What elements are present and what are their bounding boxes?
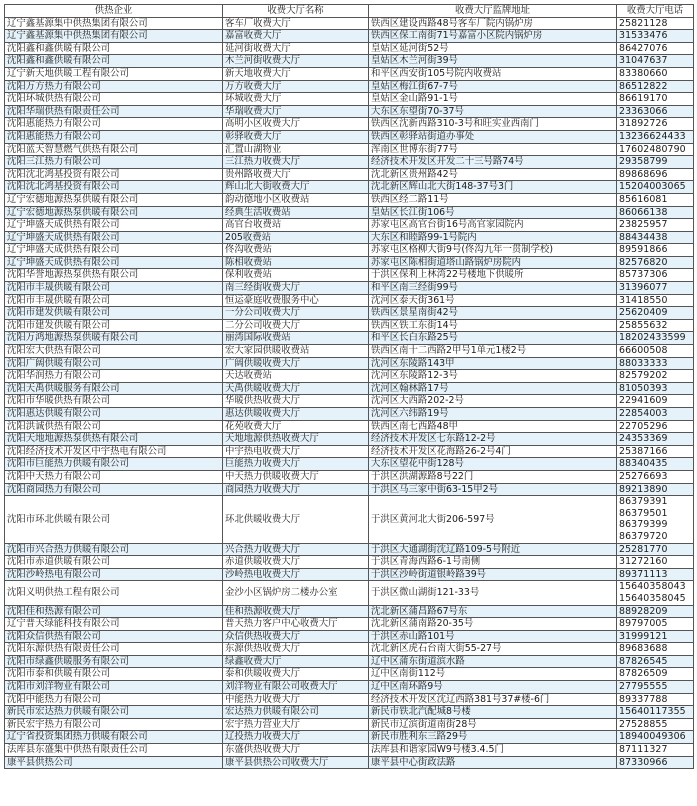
cell-company: 辽宁坤盛天成供热有限公司 <box>5 256 223 269</box>
cell-company: 沈阳沈北鸿基投资有限公司 <box>5 181 223 194</box>
cell-company: 辽宁普天绿能科技有限公司 <box>5 618 223 631</box>
cell-hall-name: 客车厂收费大厅 <box>223 17 369 30</box>
table-row <box>5 706 694 719</box>
cell-company: 辽宁鑫基源集中供热集团有限公司 <box>5 30 223 43</box>
cell-address: 于洪区大通湖街沈辽路109-5号附近 <box>369 543 617 556</box>
cell-company: 沈阳市丰晟供暖有限公司 <box>5 294 223 307</box>
cell-phone: 18202433599 <box>617 332 694 345</box>
cell-company: 沈阳市环北供暖有限公司 <box>5 496 223 543</box>
cell-phone: 31533476 <box>617 30 694 43</box>
cell-company: 沈阳天禹供暖服务有限公司 <box>5 382 223 395</box>
cell-phone: 29358799 <box>617 156 694 169</box>
cell-company: 辽宁宏德地源热泵供暖有限公司 <box>5 206 223 219</box>
cell-hall-name: 木兰河街收费大厅 <box>223 55 369 68</box>
cell-company: 辽宁鑫基源集中供热集团有限公司 <box>5 17 223 30</box>
table-row <box>5 282 694 295</box>
cell-company: 沈阳市泰和供暖有限公司 <box>5 668 223 681</box>
cell-address: 辽中区蒲东街道滨水路 <box>369 655 617 668</box>
cell-address: 铁西区景星南街42号 <box>369 307 617 320</box>
cell-hall-name: 丽湾国际收费站 <box>223 332 369 345</box>
cell-phone: 25855632 <box>617 319 694 332</box>
table-row <box>5 219 694 232</box>
cell-hall-name: 辉山北大街收费大厅 <box>223 181 369 194</box>
cell-hall-name: 二分公司收费大厅 <box>223 319 369 332</box>
cell-hall-name: 商园热力收费大厅 <box>223 483 369 496</box>
cell-hall-name: 惠达供暖收费大厅 <box>223 408 369 421</box>
cell-address: 皇姑区金山路91-1号 <box>369 93 617 106</box>
cell-company: 沈阳鑫和鑫供暖有限公司 <box>5 42 223 55</box>
cell-address: 于洪区马三家中街63-15甲2号 <box>369 483 617 496</box>
cell-hall-name: 佟沟收费站 <box>223 244 369 257</box>
table-row <box>5 756 694 769</box>
cell-company: 康平县供热公司 <box>5 756 223 769</box>
cell-address: 于洪区洪湖源路8号22门 <box>369 470 617 483</box>
table-row <box>5 193 694 206</box>
cell-company: 沈阳华誉地源热泵供热有限公司 <box>5 269 223 282</box>
cell-address: 经济技术开发区花海路26-2号4门 <box>369 445 617 458</box>
cell-hall-name: 花苑收费大厅 <box>223 420 369 433</box>
cell-address: 铁西区铁工东街14号 <box>369 319 617 332</box>
cell-hall-name: 华瑞收费大厅 <box>223 105 369 118</box>
cell-address: 沈北新区蒲南路20-35号 <box>369 618 617 631</box>
table-row <box>5 655 694 668</box>
cell-company: 沈阳鑫和鑫供暖有限公司 <box>5 55 223 68</box>
cell-hall-name: 广阔供暖收费大厅 <box>223 357 369 370</box>
cell-company: 辽宁坤盛天成供热有限公司 <box>5 219 223 232</box>
header-company: 供热企业 <box>5 5 223 18</box>
cell-phone: 23363066 <box>617 105 694 118</box>
cell-company: 沈阳市丰晟供暖有限公司 <box>5 282 223 295</box>
cell-address: 沈北新区辉山北大街148-37号3门 <box>369 181 617 194</box>
cell-company: 沈阳市华暖供热有限公司 <box>5 395 223 408</box>
cell-phone: 31892726 <box>617 118 694 131</box>
cell-phone: 86512822 <box>617 80 694 93</box>
cell-hall-name: 宏达热力供暖有限公司 <box>223 706 369 719</box>
table-row <box>5 17 694 30</box>
cell-company: 沈阳市建发供暖有限公司 <box>5 307 223 320</box>
table-row <box>5 543 694 556</box>
table-row <box>5 181 694 194</box>
cell-company: 沈阳沈北鸿基投资有限公司 <box>5 168 223 181</box>
cell-address: 和平区西安街105号院内收费站 <box>369 67 617 80</box>
cell-company: 辽宁坤盛天成供热有限公司 <box>5 231 223 244</box>
table-row <box>5 357 694 370</box>
cell-address: 铁西区南十二西路2甲号1单元1楼2号 <box>369 345 617 358</box>
cell-phone: 87826509 <box>617 668 694 681</box>
table-row <box>5 668 694 681</box>
cell-company: 沈阳经济技术开发区中宇热电有限公司 <box>5 445 223 458</box>
cell-hall-name: 贵州路收费大厅 <box>223 168 369 181</box>
cell-company: 沈阳三江热力有限公司 <box>5 156 223 169</box>
cell-company: 沈阳万鸿地源热泵供暖有限公司 <box>5 332 223 345</box>
table-row <box>5 445 694 458</box>
table-row <box>5 332 694 345</box>
cell-phone: 82579202 <box>617 370 694 383</box>
cell-address: 和平区长白东路25号 <box>369 332 617 345</box>
cell-address: 经济技术开发区开发二十三号路74号 <box>369 156 617 169</box>
cell-phone: 83380660 <box>617 67 694 80</box>
cell-phone: 89591866 <box>617 244 694 257</box>
cell-phone: 31272160 <box>617 556 694 569</box>
heating-table-wrapper <box>4 4 694 769</box>
cell-hall-name: 普天热力客户中心收费大厅 <box>223 618 369 631</box>
table-row <box>5 433 694 446</box>
cell-address: 沈河区泰天街361号 <box>369 294 617 307</box>
cell-company: 沈阳洪诚供热有限公司 <box>5 420 223 433</box>
table-row <box>5 643 694 656</box>
cell-phone: 27528855 <box>617 718 694 731</box>
cell-phone: 15640358043 15640358045 <box>617 581 694 605</box>
cell-phone: 85616081 <box>617 193 694 206</box>
cell-company: 沈阳义明供热工程有限公司 <box>5 581 223 605</box>
cell-address: 苏家屯区高官台街16号高官家园院内 <box>369 219 617 232</box>
cell-hall-name: 南三经街收费大厅 <box>223 282 369 295</box>
cell-phone: 23825957 <box>617 219 694 232</box>
cell-company: 沈阳市巨能热力供暖有限公司 <box>5 458 223 471</box>
cell-company: 沈阳市刘洋物业有限公司 <box>5 681 223 694</box>
cell-phone: 31047637 <box>617 55 694 68</box>
cell-phone: 88928209 <box>617 605 694 618</box>
cell-hall-name: 中宇热电收费大厅 <box>223 445 369 458</box>
cell-company: 沈阳市兴合热力供暖有限公司 <box>5 543 223 556</box>
cell-hall-name: 天达收费站 <box>223 370 369 383</box>
cell-address: 皇姑区木兰河街39号 <box>369 55 617 68</box>
table-row <box>5 731 694 744</box>
cell-hall-name: 三江热力收费大厅 <box>223 156 369 169</box>
cell-company: 沈阳广阔供暖有限公司 <box>5 357 223 370</box>
cell-phone: 89371113 <box>617 568 694 581</box>
cell-address: 皇姑区长江街106号 <box>369 206 617 219</box>
header-address: 收费大厅监牌地址 <box>369 5 617 18</box>
cell-address: 皇姑区梅江街67-7号 <box>369 80 617 93</box>
table-row <box>5 42 694 55</box>
cell-hall-name: 众信供热收费大厅 <box>223 630 369 643</box>
cell-phone: 86066138 <box>617 206 694 219</box>
cell-phone: 86427076 <box>617 42 694 55</box>
cell-company: 沈阳宏大供热有限公司 <box>5 345 223 358</box>
table-row <box>5 395 694 408</box>
cell-phone: 13236624433 <box>617 130 694 143</box>
cell-hall-name: 韵动德地小区收费站 <box>223 193 369 206</box>
cell-hall-name: 宏宇热力营业大厅 <box>223 718 369 731</box>
cell-phone: 87826545 <box>617 655 694 668</box>
table-row <box>5 105 694 118</box>
cell-company: 沈阳众信供热有限公司 <box>5 630 223 643</box>
cell-address: 于洪区沙岭街道银岭路39号 <box>369 568 617 581</box>
cell-hall-name: 嘉富收费大厅 <box>223 30 369 43</box>
cell-address: 沈河区东陵路12-3号 <box>369 370 617 383</box>
cell-phone: 31418550 <box>617 294 694 307</box>
cell-hall-name: 中天热力供暖收费大厅 <box>223 470 369 483</box>
table-row <box>5 231 694 244</box>
cell-address: 沈北新区虎石台南大街55-27号 <box>369 643 617 656</box>
cell-address: 铁西区沈新西路310-3号和旺实业西南门 <box>369 118 617 131</box>
cell-hall-name: 一分公司收费大厅 <box>223 307 369 320</box>
cell-hall-name: 恒运豪庭收费服务中心 <box>223 294 369 307</box>
cell-hall-name: 赤道供暖收费大厅 <box>223 556 369 569</box>
cell-company: 辽宁省投资集团热力供暖有限公司 <box>5 731 223 744</box>
cell-address: 辽中区南环路9号 <box>369 681 617 694</box>
cell-address: 苏家屯区陈相街道塔山路锅炉房院内 <box>369 256 617 269</box>
header-phone: 收费大厅电话 <box>617 5 694 18</box>
cell-address: 铁西区保工南街71号嘉富小区院内锅炉房 <box>369 30 617 43</box>
table-row <box>5 307 694 320</box>
cell-hall-name: 环城收费大厅 <box>223 93 369 106</box>
table-row <box>5 256 694 269</box>
cell-address: 于洪区青海西路6-1号南侧 <box>369 556 617 569</box>
cell-phone: 88340435 <box>617 458 694 471</box>
cell-address: 皇姑区延河街52号 <box>369 42 617 55</box>
table-row <box>5 744 694 757</box>
cell-phone: 15204003065 <box>617 181 694 194</box>
table-row <box>5 496 694 543</box>
cell-address: 大东区和睦路99-1号院内 <box>369 231 617 244</box>
cell-hall-name: 陈相收费站 <box>223 256 369 269</box>
cell-hall-name: 环北供暖收费大厅 <box>223 496 369 543</box>
cell-company: 沈阳万方热力有限公司 <box>5 80 223 93</box>
cell-address: 沈北新区蒲昌路67号东 <box>369 605 617 618</box>
cell-hall-name: 延河街收费大厅 <box>223 42 369 55</box>
cell-address: 铁西区经二路11号 <box>369 193 617 206</box>
cell-hall-name: 康平县供热公司收费大厅 <box>223 756 369 769</box>
table-row <box>5 80 694 93</box>
table-header-row <box>5 5 694 18</box>
cell-address: 铁西区彰驿站街道办事处 <box>369 130 617 143</box>
cell-hall-name: 汇置山湖物业 <box>223 143 369 156</box>
cell-company: 沈阳华润热力有限公司 <box>5 370 223 383</box>
cell-company: 沈阳中能热力有限公司 <box>5 693 223 706</box>
table-row <box>5 458 694 471</box>
cell-phone: 81050393 <box>617 382 694 395</box>
cell-company: 辽宁新天地供暖工程有限公司 <box>5 67 223 80</box>
cell-address: 新民市铁北汽配城8号楼 <box>369 706 617 719</box>
cell-hall-name: 天禹供暖收费大厅 <box>223 382 369 395</box>
cell-hall-name: 高官台收费站 <box>223 219 369 232</box>
cell-company: 新民宏宇热力有限公司 <box>5 718 223 731</box>
table-row <box>5 294 694 307</box>
cell-address: 沈北新区贵州路42号 <box>369 168 617 181</box>
cell-phone: 87111327 <box>617 744 694 757</box>
cell-address: 铁西区建设西路48号客车厂院内锅炉房 <box>369 17 617 30</box>
cell-phone: 22705296 <box>617 420 694 433</box>
cell-company: 沈阳沙岭热电有限公司 <box>5 568 223 581</box>
cell-address: 苏家屯区格柳大街9号(佟沟九年一贯制学校) <box>369 244 617 257</box>
cell-hall-name: 中能热力收费大厅 <box>223 693 369 706</box>
cell-company: 沈阳蓝天智慧燃气供热有限公司 <box>5 143 223 156</box>
table-row <box>5 605 694 618</box>
cell-hall-name: 万方收费大厅 <box>223 80 369 93</box>
table-row <box>5 630 694 643</box>
cell-company: 沈阳东源供热有限责任公司 <box>5 643 223 656</box>
cell-company: 沈阳佳和热源有限公司 <box>5 605 223 618</box>
table-row <box>5 143 694 156</box>
cell-company: 法库县东盛集中供热有限责任公司 <box>5 744 223 757</box>
cell-address: 新民市胜利东三路29号 <box>369 731 617 744</box>
cell-phone: 25281770 <box>617 543 694 556</box>
cell-address: 大东区东望街70-37号 <box>369 105 617 118</box>
cell-address: 大东区望花中街128号 <box>369 458 617 471</box>
cell-address: 沈河区东陵路143甲 <box>369 357 617 370</box>
cell-address: 和平区南三经街99号 <box>369 282 617 295</box>
heating-fee-table <box>4 4 694 769</box>
cell-address: 浑南区世博东街77号 <box>369 143 617 156</box>
cell-phone: 66600508 <box>617 345 694 358</box>
cell-company: 沈阳惠达供暖有限公司 <box>5 408 223 421</box>
cell-phone: 18940049306 <box>617 731 694 744</box>
table-row <box>5 118 694 131</box>
cell-hall-name: 彰驿收费大厅 <box>223 130 369 143</box>
cell-address: 铁西区南七西路48甲 <box>369 420 617 433</box>
cell-address: 沈河区六纬路19号 <box>369 408 617 421</box>
cell-phone: 88434438 <box>617 231 694 244</box>
table-row <box>5 556 694 569</box>
cell-phone: 17602480790 <box>617 143 694 156</box>
cell-hall-name: 新天地收费大厅 <box>223 67 369 80</box>
cell-hall-name: 泰和供暖收费大厅 <box>223 668 369 681</box>
cell-address: 经济技术开发区七东路12-2号 <box>369 433 617 446</box>
cell-company: 沈阳环城供热有限公司 <box>5 93 223 106</box>
cell-phone: 27795555 <box>617 681 694 694</box>
cell-phone: 89797005 <box>617 618 694 631</box>
table-row <box>5 408 694 421</box>
cell-company: 沈阳市建发供暖有限公司 <box>5 319 223 332</box>
cell-hall-name: 金沙小区锅炉房二楼办公室 <box>223 581 369 605</box>
table-row <box>5 345 694 358</box>
cell-phone: 22854003 <box>617 408 694 421</box>
cell-address: 于洪区保利上林湾22号楼地下供暖所 <box>369 269 617 282</box>
cell-phone: 31396077 <box>617 282 694 295</box>
cell-hall-name: 经典生活收费站 <box>223 206 369 219</box>
cell-address: 于洪区黄河北大街206-597号 <box>369 496 617 543</box>
cell-address: 于洪区赤山路101号 <box>369 630 617 643</box>
table-row <box>5 420 694 433</box>
cell-address: 经济技术开发区沈辽西路381号37#楼-6门 <box>369 693 617 706</box>
cell-phone: 24353369 <box>617 433 694 446</box>
table-row <box>5 470 694 483</box>
table-row <box>5 130 694 143</box>
table-row <box>5 370 694 383</box>
cell-phone: 87330966 <box>617 756 694 769</box>
cell-company: 沈阳惠能热力有限公司 <box>5 130 223 143</box>
cell-company: 沈阳商园热力有限公司 <box>5 483 223 496</box>
cell-company: 沈阳华瑞供热有限责任公司 <box>5 105 223 118</box>
table-row <box>5 693 694 706</box>
cell-hall-name: 205收费站 <box>223 231 369 244</box>
cell-phone: 89683688 <box>617 643 694 656</box>
cell-address: 新民市辽滨街道南街28号 <box>369 718 617 731</box>
cell-phone: 86379391 86379501 86379399 86379720 <box>617 496 694 543</box>
cell-phone: 22941609 <box>617 395 694 408</box>
cell-hall-name: 华暖供热收费大厅 <box>223 395 369 408</box>
cell-hall-name: 沙岭热电收费大厅 <box>223 568 369 581</box>
cell-phone: 89213890 <box>617 483 694 496</box>
cell-phone: 25387166 <box>617 445 694 458</box>
cell-hall-name: 天地地源供热收费大厅 <box>223 433 369 446</box>
table-row <box>5 244 694 257</box>
cell-hall-name: 高明小区收费大厅 <box>223 118 369 131</box>
cell-company: 沈阳市绿鑫供暖服务有限公司 <box>5 655 223 668</box>
table-body <box>5 17 694 769</box>
cell-hall-name: 保利收费站 <box>223 269 369 282</box>
cell-hall-name: 巨能热力收费大厅 <box>223 458 369 471</box>
cell-company: 沈阳中天热力有限公司 <box>5 470 223 483</box>
cell-company: 沈阳惠能热力有限公司 <box>5 118 223 131</box>
cell-phone: 25821128 <box>617 17 694 30</box>
table-row <box>5 156 694 169</box>
cell-address: 辽中区南街112号 <box>369 668 617 681</box>
cell-phone: 89337788 <box>617 693 694 706</box>
cell-hall-name: 东盛供热收费大厅 <box>223 744 369 757</box>
cell-phone: 85737306 <box>617 269 694 282</box>
table-row <box>5 568 694 581</box>
cell-hall-name: 宏大家园供暖收费站 <box>223 345 369 358</box>
cell-phone: 15640117355 <box>617 706 694 719</box>
cell-address: 康平县中心街政法路 <box>369 756 617 769</box>
cell-hall-name: 兴合热力收费大厅 <box>223 543 369 556</box>
table-row <box>5 581 694 605</box>
table-row <box>5 206 694 219</box>
cell-company: 沈阳市赤道供暖有限公司 <box>5 556 223 569</box>
cell-company: 新民市宏达热力供暖有限公司 <box>5 706 223 719</box>
cell-hall-name: 绿鑫收费大厅 <box>223 655 369 668</box>
cell-phone: 31999121 <box>617 630 694 643</box>
table-row <box>5 483 694 496</box>
table-row <box>5 319 694 332</box>
cell-phone: 86619170 <box>617 93 694 106</box>
cell-address: 于洪区微山湖街121-33号 <box>369 581 617 605</box>
table-row <box>5 718 694 731</box>
cell-hall-name: 刘洋物业有限公司收费大厅 <box>223 681 369 694</box>
cell-company: 沈阳天地地源热泵供热有限公司 <box>5 433 223 446</box>
table-row <box>5 30 694 43</box>
cell-address: 沈河区翰林路17号 <box>369 382 617 395</box>
header-hall-name: 收费大厅名称 <box>223 5 369 18</box>
table-row <box>5 618 694 631</box>
cell-phone: 25620409 <box>617 307 694 320</box>
cell-hall-name: 佳和热源收费大厅 <box>223 605 369 618</box>
table-row <box>5 55 694 68</box>
table-row <box>5 67 694 80</box>
cell-company: 辽宁宏德地源热泵供暖有限公司 <box>5 193 223 206</box>
cell-phone: 88033333 <box>617 357 694 370</box>
table-row <box>5 269 694 282</box>
table-row <box>5 681 694 694</box>
cell-phone: 82576820 <box>617 256 694 269</box>
table-row <box>5 93 694 106</box>
cell-phone: 25276693 <box>617 470 694 483</box>
cell-hall-name: 东源供热收费大厅 <box>223 643 369 656</box>
cell-company: 辽宁坤盛天成供热有限公司 <box>5 244 223 257</box>
cell-hall-name: 辽投热力收费大厅 <box>223 731 369 744</box>
table-row <box>5 382 694 395</box>
cell-phone: 89868696 <box>617 168 694 181</box>
cell-address: 法库县和谐家园W9号楼3.4.5门 <box>369 744 617 757</box>
cell-address: 沈河区大西路202-2号 <box>369 395 617 408</box>
table-row <box>5 168 694 181</box>
